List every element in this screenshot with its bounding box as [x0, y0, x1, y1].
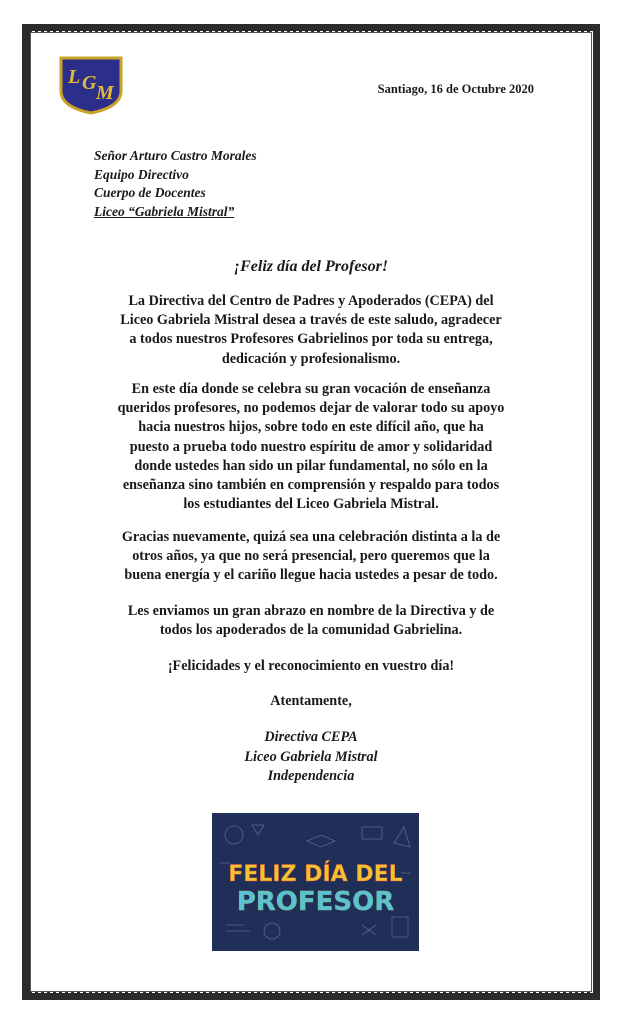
- text-line: Gracias nuevamente, quizá sea una celebración distinta a la de: [121, 529, 501, 545]
- letter-date: Santiago, 16 de Octubre 2020: [377, 82, 534, 96]
- signature-line: Independencia: [267, 768, 355, 784]
- recipient-line: Señor Arturo Castro Morales: [94, 148, 257, 163]
- text-line: queridos profesores, no podemos dejar de valorar todo su apoyo: [117, 400, 505, 417]
- text-line: otros años, ya que no será presencial, pero queremos que la: [132, 548, 490, 565]
- paragraph-thanks: [88, 528, 534, 586]
- signature-line: Liceo Gabriela Mistral: [244, 748, 378, 765]
- svg-text:G: G: [82, 72, 97, 94]
- letter-title: ¡Feliz día del Profesor!: [233, 258, 389, 275]
- paragraph-body: [88, 380, 534, 514]
- text-line: ¡Felicidades y el reconocimiento en vuestro día!: [167, 658, 455, 674]
- svg-text:L: L: [68, 66, 81, 88]
- closing-salutation: [88, 692, 534, 711]
- text-line: Liceo Gabriela Mistral desea a través de este saludo, agradecer: [120, 312, 502, 329]
- text-line: dedicación y profesionalismo.: [221, 350, 401, 367]
- teacher-day-banner: [212, 813, 419, 951]
- banner-line-2: PROFESOR: [236, 887, 395, 917]
- text-line: En este día donde se celebra su gran vocación de enseñanza: [131, 381, 491, 397]
- signature-block: [0, 728, 622, 787]
- banner-line-1: FELIZ DÍA DEL: [228, 862, 403, 887]
- recipient-line: Equipo Directivo: [94, 166, 189, 182]
- text-line: enseñanza sino también en comprensión y respaldo para todos: [122, 477, 500, 494]
- text-line: donde ustedes han sido un pilar fundamental, no sólo en la: [134, 457, 488, 474]
- text-line: buena energía y el cariño llegue hacia ustedes a pesar de todo.: [124, 567, 498, 584]
- paragraph-intro: [88, 292, 534, 369]
- paragraph-congrats: [88, 657, 534, 676]
- school-logo-crest: [58, 55, 124, 115]
- recipient-line: Liceo “Gabriela Mistral”: [94, 203, 235, 219]
- text-line: puesto a prueba todo nuestro espíritu de amor y solidaridad: [129, 438, 493, 455]
- text-line: Atentamente,: [270, 693, 352, 709]
- text-line: a todos nuestros Profesores Gabrielinos por toda su entrega,: [129, 331, 493, 348]
- svg-text:M: M: [96, 82, 114, 104]
- recipients-block: [94, 147, 257, 221]
- signature-line: Directiva CEPA: [264, 729, 358, 745]
- text-line: hacia nuestros hijos, sobre todo en este difícil año, que ha: [138, 419, 484, 436]
- text-line: La Directiva del Centro de Padres y Apoderados (CEPA) del: [128, 293, 494, 309]
- recipient-line: Cuerpo de Docentes: [94, 185, 206, 200]
- paragraph-hug: [88, 602, 534, 640]
- text-line: Les enviamos un gran abrazo en nombre de la Directiva y de: [127, 603, 495, 619]
- text-line: los estudiantes del Liceo Gabriela Mistral.: [183, 496, 439, 513]
- text-line: todos los apoderados de la comunidad Gabrielina.: [159, 622, 463, 639]
